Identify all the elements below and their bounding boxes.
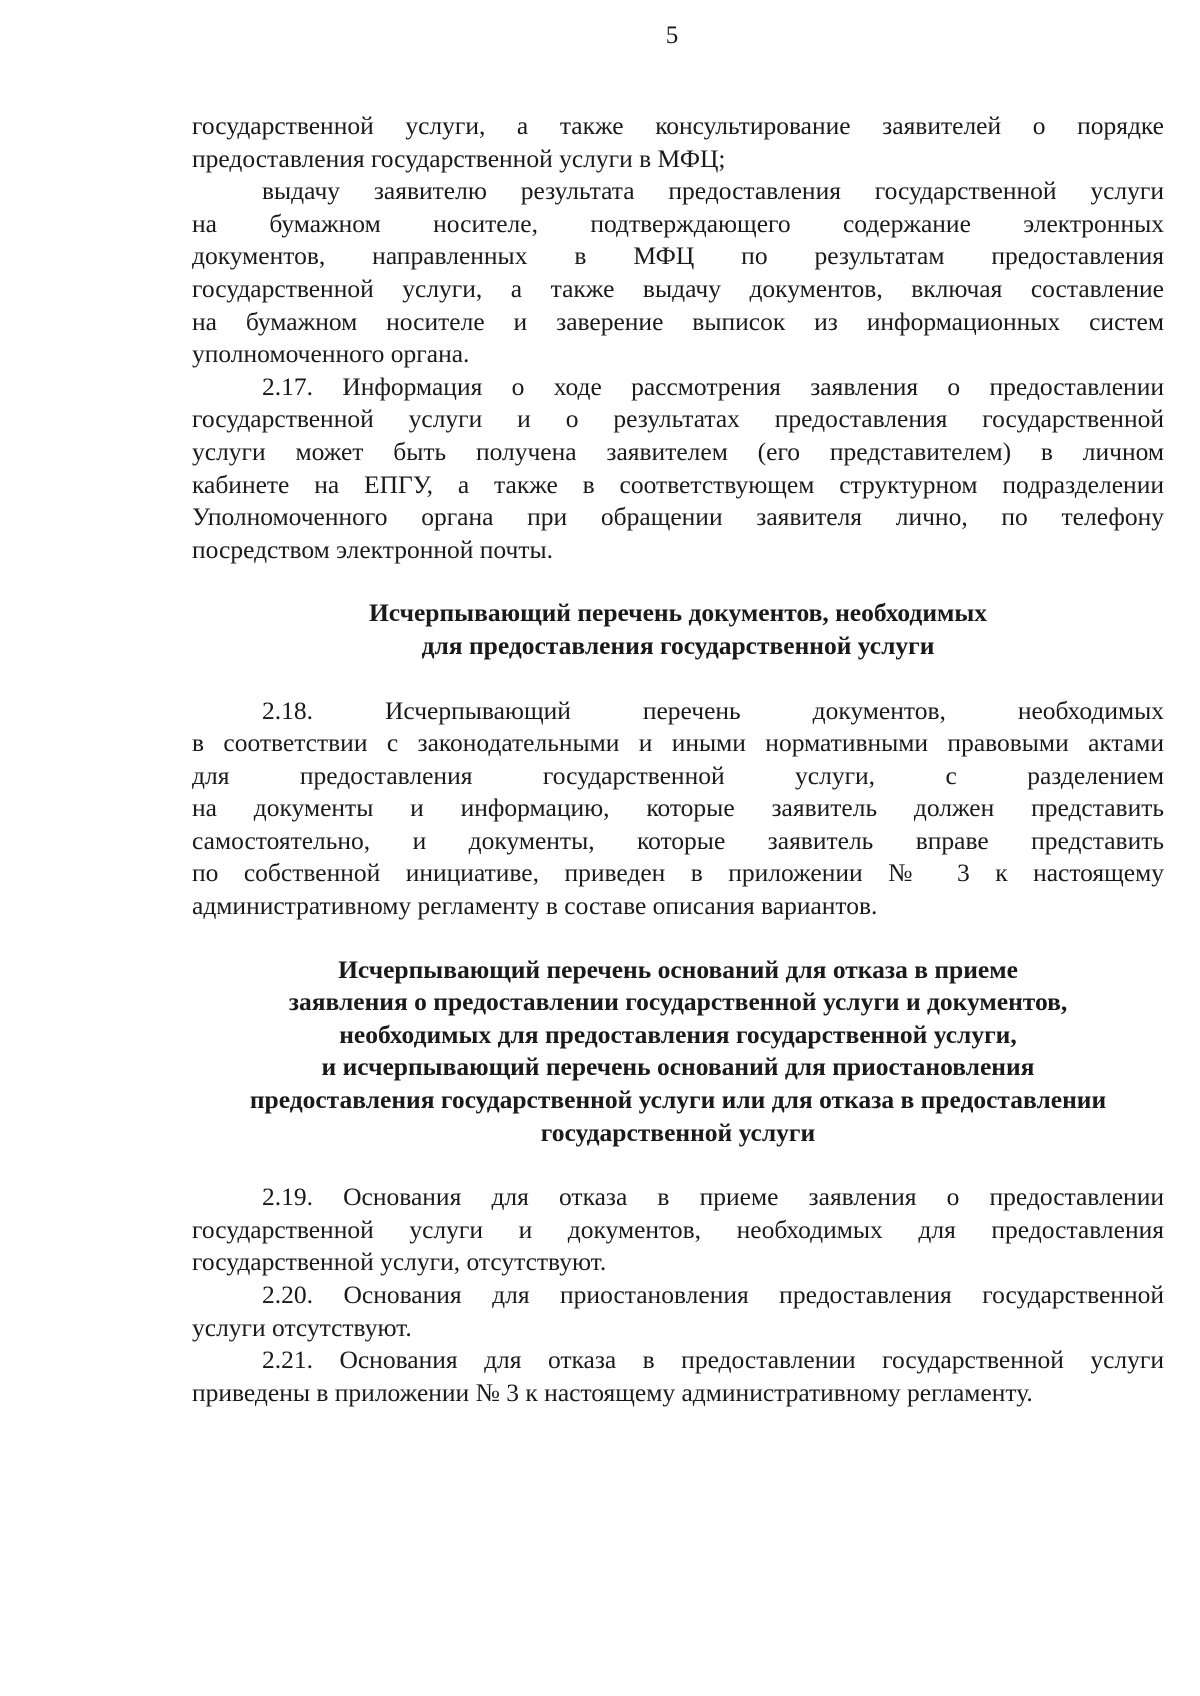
page-number: 5 — [665, 22, 679, 49]
text-line: приведены в приложении № 3 к настоящему административному регламенту. — [192, 1377, 1033, 1407]
text-line: на бумажном носителе, подтверждающего содержание электронных — [192, 208, 1164, 238]
paragraph-p5 — [192, 1181, 1164, 1279]
heading-line: Исчерпывающий перечень оснований для отказа в приеме — [338, 954, 1018, 984]
middle-paragraphs — [192, 695, 1164, 923]
text-line: 2.17. Информация о ходе рассмотрения заявления о предоставлении — [262, 371, 1164, 401]
heading-line: необходимых для предоставления государственной услуги, — [339, 1019, 1017, 1049]
text-line: административному регламенту в составе описания вариантов. — [192, 891, 878, 921]
top-paragraphs — [192, 110, 1164, 566]
document-body — [192, 110, 1164, 1409]
text-line: государственной услуги, а также выдачу документов, включая составление — [192, 273, 1164, 303]
text-line: уполномоченного органа. — [192, 339, 470, 369]
text-line: 2.19. Основания для отказа в приеме заявления о предоставлении — [262, 1182, 1164, 1212]
text-line: услуги может быть получена заявителем (его представителем) в личном — [192, 436, 1164, 466]
text-line: документов, направленных в МФЦ по результатам предоставления — [192, 241, 1164, 271]
text-line: предоставления государственной услуги в МФЦ; — [192, 143, 726, 173]
paragraph-p1 — [192, 110, 1164, 175]
paragraph-p6 — [192, 1279, 1164, 1344]
section-heading-refusal-grounds — [192, 954, 1164, 1150]
text-line: государственной услуги и о результатах предоставления государственной — [192, 404, 1164, 434]
bottom-paragraphs — [192, 1181, 1164, 1409]
paragraph-p3 — [192, 371, 1164, 567]
paragraph-p7 — [192, 1344, 1164, 1409]
section-heading-documents-list — [192, 597, 1164, 662]
text-line: 2.20. Основания для приостановления предоставления государственной — [262, 1280, 1164, 1309]
text-line: государственной услуги, отсутствуют. — [192, 1247, 607, 1277]
text-line: на бумажном носителе и заверение выписок из информационных систем — [192, 306, 1164, 336]
heading-line: и исчерпывающий перечень оснований для приостановления — [321, 1052, 1035, 1082]
text-line: посредством электронной почты. — [192, 534, 553, 564]
heading-line: предоставления государственной услуги или для отказа в предоставлении — [249, 1085, 1107, 1115]
heading-line: Исчерпывающий перечень документов, необходимых — [368, 598, 988, 628]
heading-line: государственной услуги — [540, 1117, 816, 1147]
text-line: государственной услуги и документов, необходимых для предоставления — [192, 1214, 1164, 1244]
text-line: государственной услуги, а также консультирование заявителей о порядке — [192, 111, 1164, 140]
text-line: кабинете на ЕПГУ, а также в соответствующем структурном подразделении — [192, 469, 1164, 499]
text-line: по собственной инициативе, приведен в приложении № 3 к настоящему — [192, 858, 1164, 888]
text-line: в соответствии с законодательными и иными нормативными правовыми актами — [192, 728, 1164, 758]
paragraph-p2 — [192, 175, 1164, 371]
text-line: Уполномоченного органа при обращении заявителя лично, по телефону — [192, 502, 1164, 532]
text-line: самостоятельно, и документы, которые заявитель вправе представить — [192, 825, 1164, 855]
text-line: выдачу заявителю результата предоставления государственной услуги — [262, 176, 1164, 206]
heading-line: для предоставления государственной услуги — [421, 630, 935, 660]
text-line: на документы и информацию, которые заявитель должен представить — [192, 793, 1164, 823]
text-line: для предоставления государственной услуги, с разделением — [192, 760, 1164, 790]
heading-line: заявления о предоставлении государственной услуги и документов, — [288, 987, 1068, 1017]
text-line: 2.21. Основания для отказа в предоставлении государственной услуги — [262, 1345, 1164, 1375]
text-line: 2.18. Исчерпывающий перечень документов, необходимых — [262, 695, 1164, 725]
text-line: услуги отсутствуют. — [192, 1312, 412, 1342]
paragraph-p4 — [192, 695, 1164, 923]
